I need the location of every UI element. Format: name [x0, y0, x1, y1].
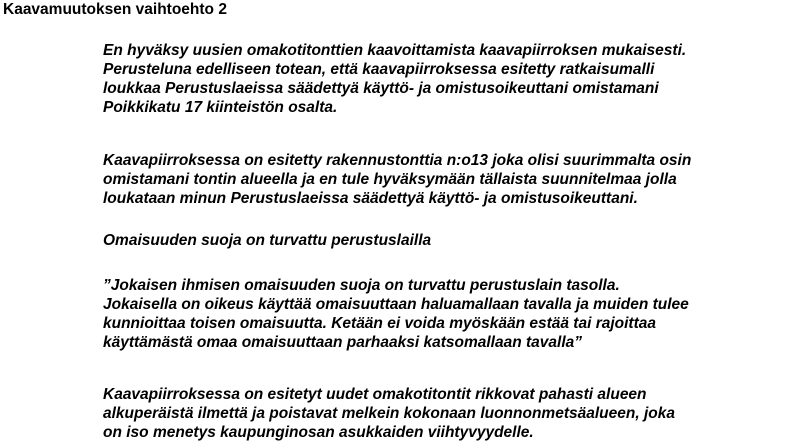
paragraph-subheading [103, 231, 807, 250]
paragraph-nature-area [103, 385, 807, 442]
paragraph-building-plot [103, 151, 807, 208]
text-line: Perusteluna edelliseen totean, että kaavapiirroksessa esitetty ratkaisumalli [103, 61, 655, 78]
paragraph-quote [103, 276, 807, 352]
text-line: on iso menetys kaupunginosan asukkaiden viihtyvyydelle. [103, 424, 534, 441]
text-line: alkuperäistä ilmettä ja poistavat melkein kokonaan luonnonmetsäalueen, joka [103, 405, 675, 422]
paragraph-objection [103, 41, 807, 117]
text-line: ”Jokaisen ihmisen omaisuuden suoja on turvattu perustuslain tasolla. [103, 277, 620, 294]
text-line: Kaavapiirroksessa on esitetty rakennustonttia n:o13 joka olisi suurimmalta osin [103, 152, 692, 169]
section-heading: Kaavamuutoksen vaihtoehto 2 [3, 1, 227, 18]
text-line: Jokaisella on oikeus käyttää omaisuuttaan haluamallaan tavalla ja muiden tulee [103, 296, 689, 313]
text-line: loukataan minun Perustuslaeissa säädettyä käyttö- ja omistusoikeuttani. [103, 190, 638, 207]
text-line: kunnioittaa toisen omaisuutta. Ketään ei voida myöskään estää tai rajoittaa [103, 315, 656, 332]
text-line: Poikkikatu 17 kiinteistön osalta. [103, 99, 338, 116]
text-line: Kaavapiirroksessa on esitetyt uudet omakotitontit rikkovat pahasti alueen [103, 386, 647, 403]
text-line: omistamani tontin alueella ja en tule hyväksymään tällaista suunnitelmaa jolla [103, 171, 677, 188]
text-line: En hyväksy uusien omakotitonttien kaavoittamista kaavapiirroksen mukaisesti. [103, 42, 687, 59]
text-line: käyttämästä omaa omaisuuttaan parhaaksi katsomallaan tavalla” [103, 334, 582, 351]
text-line: loukkaa Perustuslaeissa säädettyä käyttö- ja omistusoikeuttani omistamani [103, 80, 659, 97]
text-line: Omaisuuden suoja on turvattu perustuslailla [103, 232, 432, 249]
